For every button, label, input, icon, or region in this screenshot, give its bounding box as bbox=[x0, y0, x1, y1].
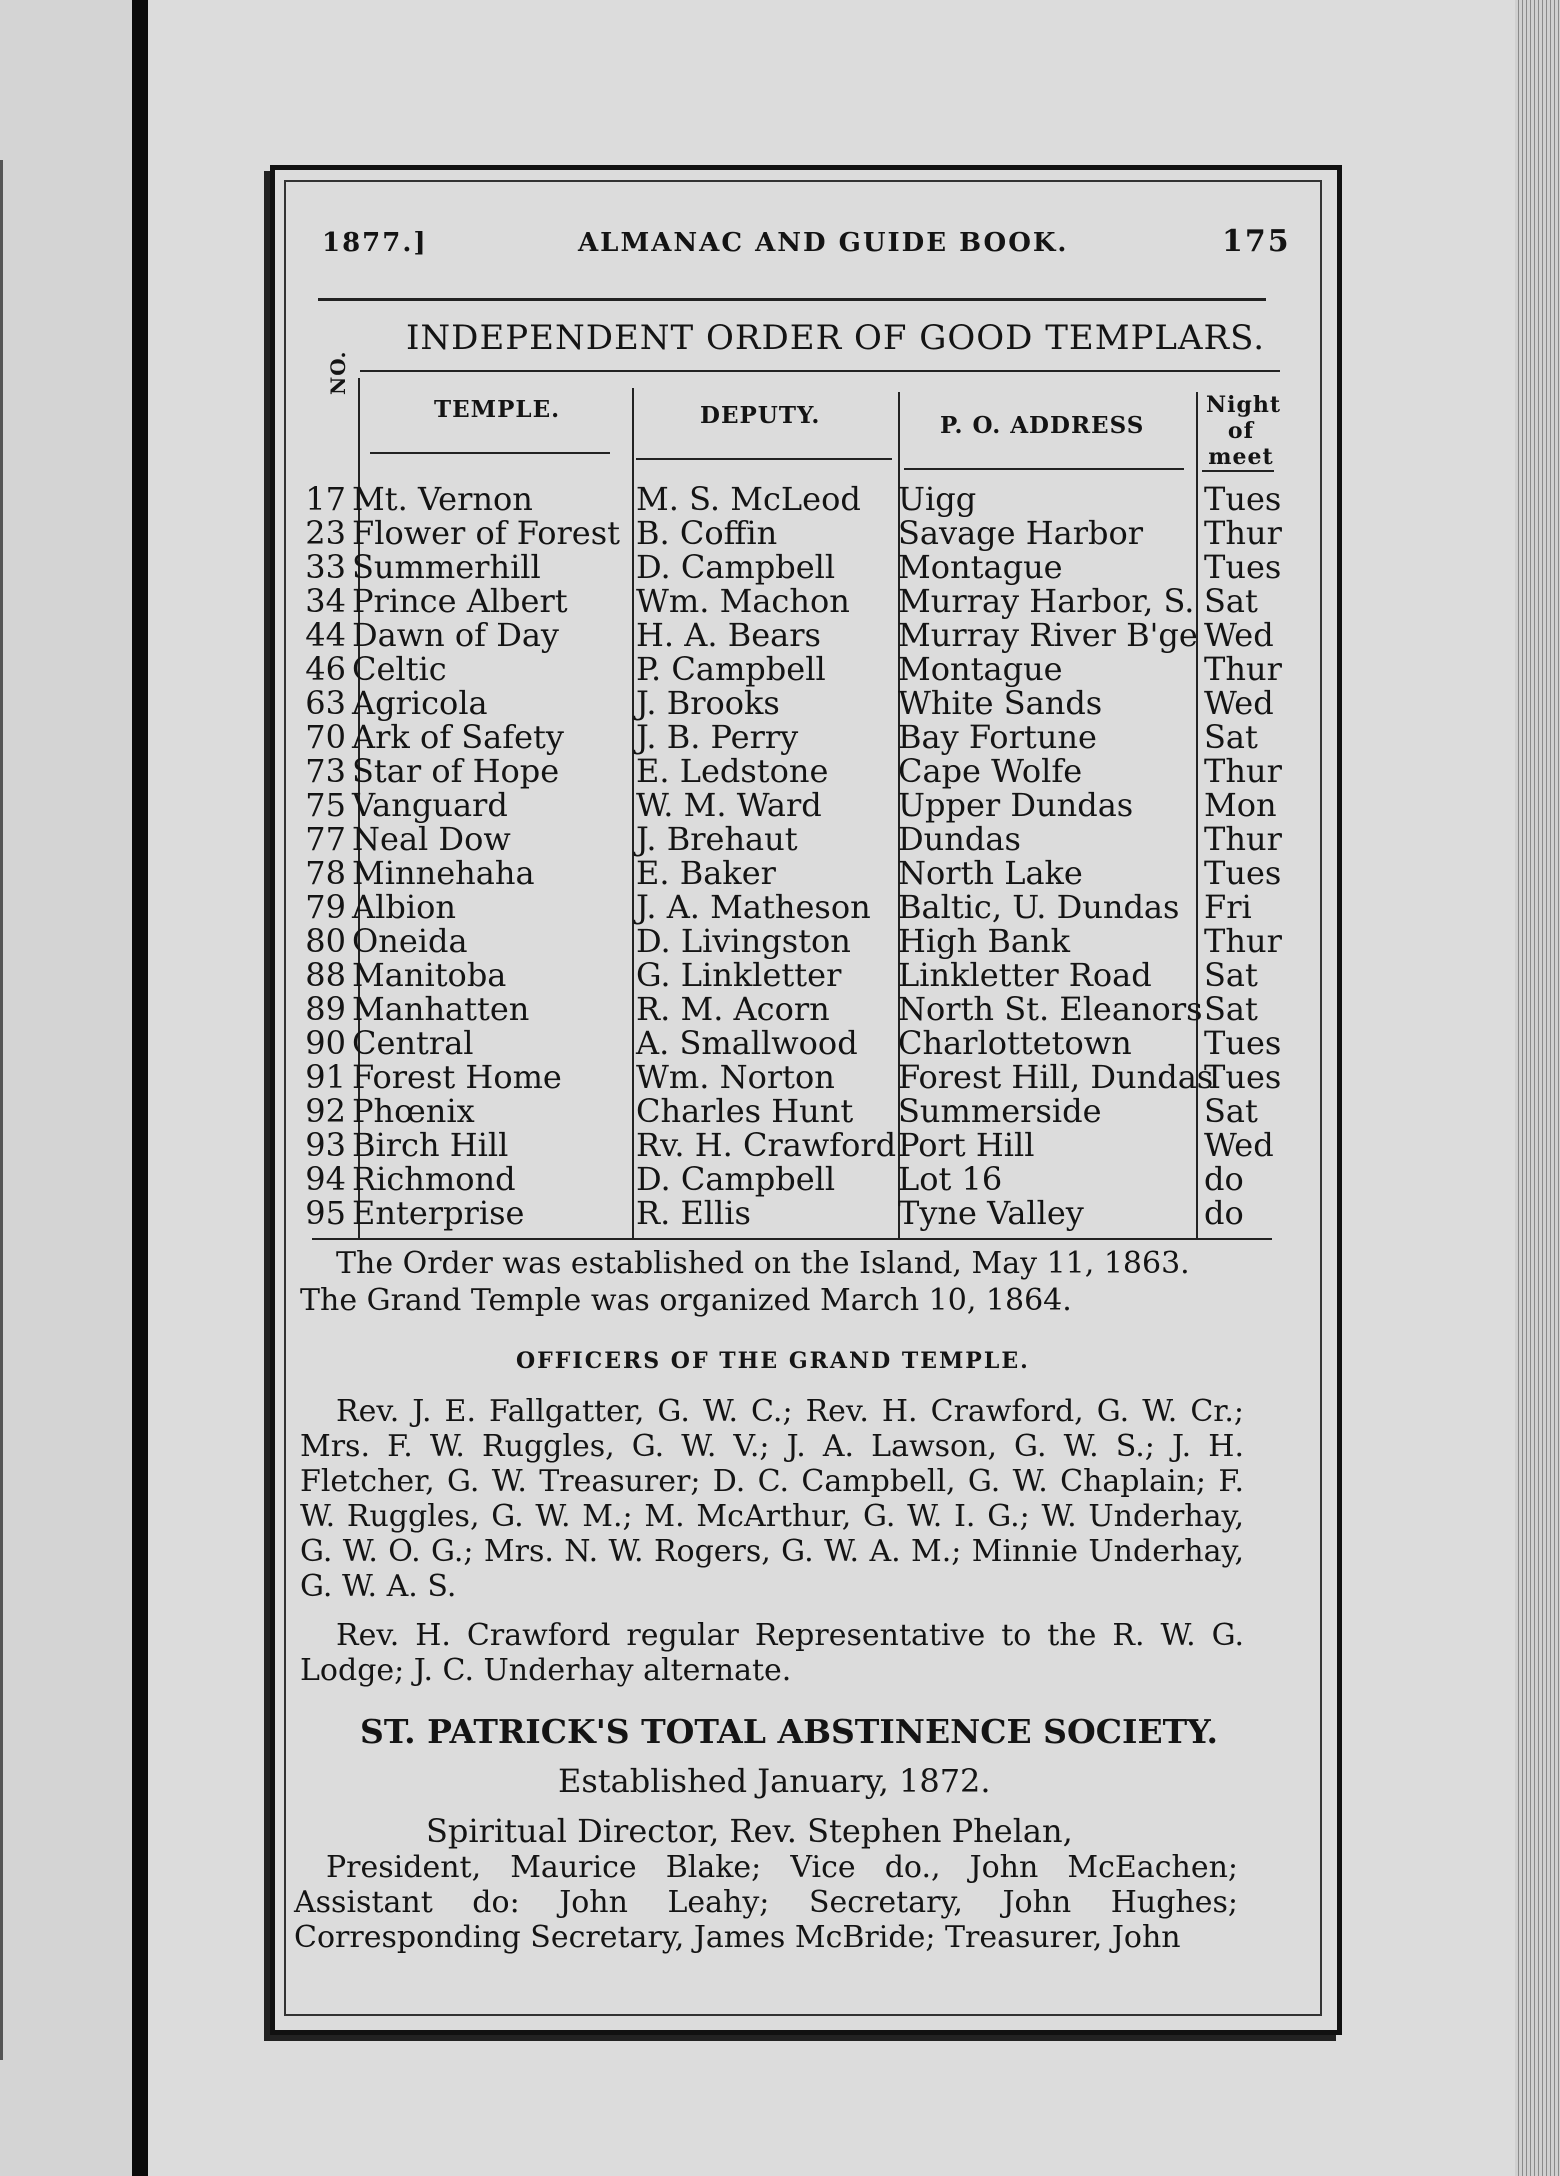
grand-temple-officers: Rev. J. E. Fallgatter, G. W. C.; Rev. H. Crawford, G. W. Cr.; Mrs. F. W. Ruggles, G. W. V.; J. A. Lawson, G. W. S.; J. H. Fletcher, G. W. Treasurer; D. C. Campbell, G. W. Chaplain; F. W. Ruggles, G. W. M.; M. McArthur, G. W. I. G.; W. Underhay, G. W. O. G.; Mrs. N. W. Rogers, G. W. A. M.; Minnie Underhay, G. W. A. S. bbox=[300, 1394, 1244, 1604]
deputy-name: P. Campbell bbox=[636, 650, 826, 688]
meeting-night: Thur bbox=[1204, 922, 1282, 960]
po-address: Savage Harbor bbox=[898, 514, 1144, 552]
temple-name: Minnehaha bbox=[352, 854, 535, 892]
temple-name: Manhatten bbox=[352, 990, 530, 1028]
table-row bbox=[300, 1026, 1300, 1060]
meeting-night: Tues bbox=[1204, 854, 1282, 892]
deputy-name: Rv. H. Crawford bbox=[636, 1126, 897, 1164]
temple-no: 79 bbox=[305, 888, 346, 926]
temple-head-rule bbox=[370, 452, 610, 454]
title-rule bbox=[360, 370, 1280, 372]
temple-no: 78 bbox=[305, 854, 346, 892]
deputy-name: J. A. Matheson bbox=[636, 888, 871, 926]
deputy-name: J. B. Perry bbox=[636, 718, 799, 756]
po-address: Upper Dundas bbox=[898, 786, 1134, 824]
table-row bbox=[300, 856, 1300, 890]
table-row bbox=[300, 754, 1300, 788]
header-year: 1877.] bbox=[322, 228, 428, 258]
temple-no: 73 bbox=[305, 752, 346, 790]
table-row bbox=[300, 686, 1300, 720]
table-row bbox=[300, 1128, 1300, 1162]
po-address: North Lake bbox=[898, 854, 1083, 892]
temple-name: Mt. Vernon bbox=[352, 480, 533, 518]
po-address: Montague bbox=[898, 650, 1063, 688]
po-address: Cape Wolfe bbox=[898, 752, 1083, 790]
temple-no: 33 bbox=[305, 548, 346, 586]
deputy-name: E. Baker bbox=[636, 854, 776, 892]
table-row bbox=[300, 618, 1300, 652]
templars-table bbox=[300, 482, 1300, 1230]
meeting-night: Sat bbox=[1204, 990, 1258, 1028]
meeting-night: Wed bbox=[1204, 1126, 1274, 1164]
st-patricks-established: Established January, 1872. bbox=[558, 1762, 991, 1800]
po-address: Port Hill bbox=[898, 1126, 1035, 1164]
col-head-address: P. O. ADDRESS bbox=[940, 412, 1145, 439]
temple-name: Ark of Safety bbox=[352, 718, 564, 756]
deputy-name: D. Livingston bbox=[636, 922, 851, 960]
deputy-name: D. Campbell bbox=[636, 1160, 836, 1198]
meeting-night: Thur bbox=[1204, 650, 1282, 688]
page-number: 175 bbox=[1222, 224, 1291, 259]
deputy-name: M. S. McLeod bbox=[636, 480, 861, 518]
temple-no: 75 bbox=[305, 786, 346, 824]
temple-name: Richmond bbox=[352, 1160, 516, 1198]
temple-no: 70 bbox=[305, 718, 346, 756]
st-patricks-officers: President, Maurice Blake; Vice do., John McEachen; Assistant do: John Leahy; Secretary, John Hughes; Corresponding Secretary, James McBride; Treasurer, John bbox=[294, 1850, 1238, 1955]
po-address: Dundas bbox=[898, 820, 1021, 858]
meeting-night: Tues bbox=[1204, 480, 1282, 518]
temple-no: 34 bbox=[305, 582, 346, 620]
po-address: North St. Eleanors bbox=[898, 990, 1203, 1028]
header-rule bbox=[318, 298, 1266, 301]
temple-name: Forest Home bbox=[352, 1058, 562, 1096]
deputy-name: Charles Hunt bbox=[636, 1092, 854, 1130]
representative-note: Rev. H. Crawford regular Representative to the R. W. G. Lodge; J. C. Underhay alternate. bbox=[300, 1618, 1244, 1688]
deputy-name: H. A. Bears bbox=[636, 616, 821, 654]
po-address: Linkletter Road bbox=[898, 956, 1152, 994]
temple-name: Phœnix bbox=[352, 1092, 475, 1130]
col-head-night-3: meet bbox=[1208, 444, 1274, 470]
temple-name: Enterprise bbox=[352, 1194, 525, 1232]
po-address: High Bank bbox=[898, 922, 1070, 960]
meeting-night: Wed bbox=[1204, 684, 1274, 722]
po-address: White Sands bbox=[898, 684, 1103, 722]
table-row bbox=[300, 1060, 1300, 1094]
established-note: The Order was established on the Island, May 11, 1863. bbox=[336, 1246, 1190, 1281]
temple-name: Celtic bbox=[352, 650, 447, 688]
meeting-night: Sat bbox=[1204, 1092, 1258, 1130]
table-row bbox=[300, 550, 1300, 584]
table-row bbox=[300, 652, 1300, 686]
deputy-name: R. M. Acorn bbox=[636, 990, 830, 1028]
po-address: Forest Hill, Dundas bbox=[898, 1058, 1214, 1096]
table-row bbox=[300, 788, 1300, 822]
po-address: Murray River B'ge bbox=[898, 616, 1198, 654]
meeting-night: Wed bbox=[1204, 616, 1274, 654]
po-address: Lot 16 bbox=[898, 1160, 1003, 1198]
table-row bbox=[300, 890, 1300, 924]
temple-name: Star of Hope bbox=[352, 752, 560, 790]
temple-name: Vanguard bbox=[352, 786, 508, 824]
table-row bbox=[300, 1162, 1300, 1196]
po-address: Bay Fortune bbox=[898, 718, 1097, 756]
temple-no: 91 bbox=[305, 1058, 346, 1096]
st-patricks-director: Spiritual Director, Rev. Stephen Phelan, bbox=[426, 1812, 1073, 1850]
temple-name: Dawn of Day bbox=[352, 616, 559, 654]
st-patricks-title: ST. PATRICK'S TOTAL ABSTINENCE SOCIETY. bbox=[360, 1712, 1218, 1751]
po-address: Baltic, U. Dundas bbox=[898, 888, 1180, 926]
temple-name: Albion bbox=[352, 888, 456, 926]
grand-temple-title: OFFICERS OF THE GRAND TEMPLE. bbox=[516, 1348, 1030, 1374]
po-address: Montague bbox=[898, 548, 1063, 586]
table-row bbox=[300, 1196, 1300, 1230]
meeting-night: Sat bbox=[1204, 718, 1258, 756]
table-row bbox=[300, 958, 1300, 992]
temple-no: 90 bbox=[305, 1024, 346, 1062]
po-address: Tyne Valley bbox=[898, 1194, 1084, 1232]
meeting-night: Mon bbox=[1204, 786, 1277, 824]
temple-no: 80 bbox=[305, 922, 346, 960]
col-head-temple: TEMPLE. bbox=[434, 396, 561, 423]
deputy-name: J. Brooks bbox=[636, 684, 780, 722]
temple-name: Manitoba bbox=[352, 956, 507, 994]
temple-no: 94 bbox=[305, 1160, 346, 1198]
po-address: Murray Harbor, S. bbox=[898, 582, 1195, 620]
temple-name: Neal Dow bbox=[352, 820, 511, 858]
temple-name: Flower of Forest bbox=[352, 514, 621, 552]
temple-no: 88 bbox=[305, 956, 346, 994]
meeting-night: do bbox=[1204, 1194, 1244, 1232]
col-head-night bbox=[1206, 392, 1282, 470]
meeting-night: Tues bbox=[1204, 1024, 1282, 1062]
temple-no: 77 bbox=[305, 820, 346, 858]
table-row bbox=[300, 992, 1300, 1026]
table-row bbox=[300, 822, 1300, 856]
deputy-head-rule bbox=[636, 458, 892, 460]
col-head-deputy: DEPUTY. bbox=[700, 402, 821, 429]
table-row bbox=[300, 924, 1300, 958]
organized-note: The Grand Temple was organized March 10, 1864. bbox=[300, 1283, 1072, 1318]
deputy-name: D. Campbell bbox=[636, 548, 836, 586]
meeting-night: Tues bbox=[1204, 1058, 1282, 1096]
meeting-night: do bbox=[1204, 1160, 1244, 1198]
meeting-night: Thur bbox=[1204, 514, 1282, 552]
meeting-night: Sat bbox=[1204, 582, 1258, 620]
table-row bbox=[300, 516, 1300, 550]
temple-name: Oneida bbox=[352, 922, 468, 960]
meeting-night: Sat bbox=[1204, 956, 1258, 994]
table-row bbox=[300, 1094, 1300, 1128]
meeting-night: Fri bbox=[1204, 888, 1252, 926]
deputy-name: A. Smallwood bbox=[636, 1024, 858, 1062]
col-head-night-1: Night bbox=[1206, 392, 1282, 418]
night-head-rule bbox=[1202, 470, 1274, 472]
table-bottom-rule bbox=[312, 1238, 1272, 1240]
temple-no: 89 bbox=[305, 990, 346, 1028]
col-head-night-2: of bbox=[1227, 418, 1255, 444]
deputy-name: B. Coffin bbox=[636, 514, 778, 552]
temple-name: Agricola bbox=[352, 684, 488, 722]
meeting-night: Thur bbox=[1204, 820, 1282, 858]
po-address: Uigg bbox=[898, 480, 977, 518]
table-row bbox=[300, 482, 1300, 516]
temple-no: 17 bbox=[305, 480, 346, 518]
temple-no: 95 bbox=[305, 1194, 346, 1232]
temple-name: Summerhill bbox=[352, 548, 541, 586]
deputy-name: J. Brehaut bbox=[636, 820, 798, 858]
good-templars-title: INDEPENDENT ORDER OF GOOD TEMPLARS. bbox=[406, 318, 1266, 358]
col-head-no: NO. bbox=[326, 350, 350, 395]
temple-no: 92 bbox=[305, 1092, 346, 1130]
temple-no: 46 bbox=[305, 650, 346, 688]
table-row bbox=[300, 584, 1300, 618]
deputy-name: Wm. Machon bbox=[636, 582, 850, 620]
deputy-name: E. Ledstone bbox=[636, 752, 829, 790]
temple-name: Central bbox=[352, 1024, 474, 1062]
deputy-name: G. Linkletter bbox=[636, 956, 842, 994]
header-title: ALMANAC AND GUIDE BOOK. bbox=[578, 228, 1069, 258]
temple-name: Prince Albert bbox=[352, 582, 568, 620]
deputy-name: W. M. Ward bbox=[636, 786, 822, 824]
temple-no: 63 bbox=[305, 684, 346, 722]
temple-no: 23 bbox=[305, 514, 346, 552]
po-address: Summerside bbox=[898, 1092, 1102, 1130]
temple-name: Birch Hill bbox=[352, 1126, 509, 1164]
deputy-name: R. Ellis bbox=[636, 1194, 751, 1232]
deputy-name: Wm. Norton bbox=[636, 1058, 835, 1096]
po-address: Charlottetown bbox=[898, 1024, 1132, 1062]
table-row bbox=[300, 720, 1300, 754]
meeting-night: Tues bbox=[1204, 548, 1282, 586]
temple-no: 44 bbox=[305, 616, 346, 654]
temple-no: 93 bbox=[305, 1126, 346, 1164]
meeting-night: Thur bbox=[1204, 752, 1282, 790]
address-head-rule bbox=[904, 468, 1184, 470]
